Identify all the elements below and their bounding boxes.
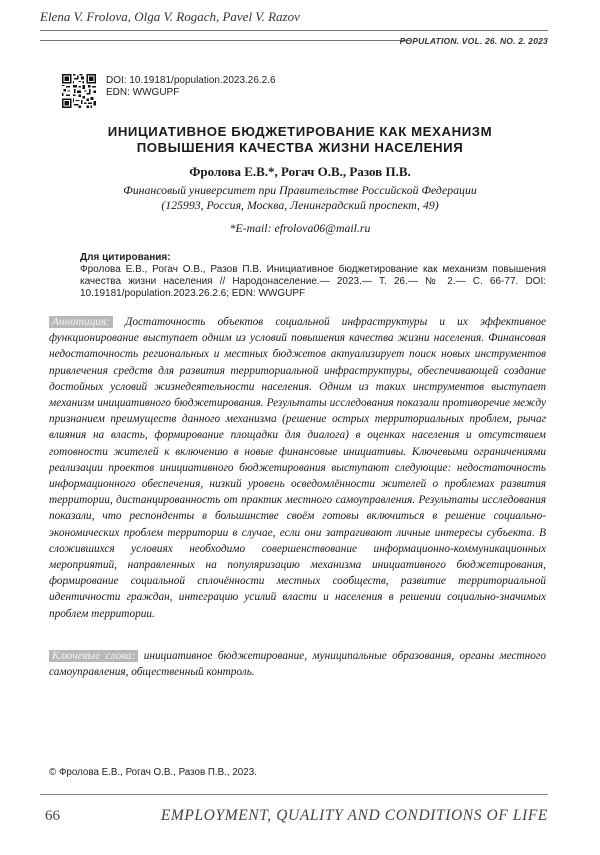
affiliation-line-1: Финансовый университет при Правительстве Российской Федерации bbox=[123, 183, 477, 197]
header-rule-short bbox=[40, 40, 410, 41]
header-rule bbox=[40, 30, 548, 31]
corresponding-email[interactable]: *E-mail: efrolova06@mail.ru bbox=[229, 221, 371, 235]
title-line-1: ИНИЦИАТИВНОЕ БЮДЖЕТИРОВАНИЕ КАК МЕХАНИЗМ bbox=[107, 124, 493, 139]
identifiers bbox=[106, 75, 276, 99]
article-title bbox=[40, 124, 560, 156]
keywords bbox=[49, 648, 546, 680]
citation-text: Фролова Е.В., Рогач О.В., Разов П.В. Инициативное бюджетирование как механизм повышения качества жизни населения // Народонаселение.— 2023.— Т. 26.— № 2.— С. 66-77. DOI: 10.19181/population.2023.26.2.6; EDN: WWGUPF bbox=[80, 264, 546, 299]
abstract bbox=[49, 314, 546, 622]
section-title: EMPLOYMENT, QUALITY AND CONDITIONS OF LIFE bbox=[160, 807, 548, 824]
title-line-2: ПОВЫШЕНИЯ КАЧЕСТВА ЖИЗНИ НАСЕЛЕНИЯ bbox=[136, 140, 464, 155]
doi[interactable]: DOI: 10.19181/population.2023.26.2.6 bbox=[106, 75, 276, 86]
abstract-text: Достаточность объектов социальной инфраструктуры и их эффективное функционирование выступает одним из условий повышения качества жизни населения. Финансовая недостаточность региональных и местных бюджетов актуализирует поиск новых инструментов привлечения средств для развития территориальной инфраструктуры, обеспечивающей создание достойных условий жизнедеятельности населения. Одним из таких инструментов выступает механизм инициативного бюджетирования. Результаты исследования показали противоречие между признанием преимуществ данного механизма (решение острых территориальных проблем, рычаг влияния на власть, формирование площадки для диалога) в оценках населения и отсутствием готовности жителей к включению в новые финансовые инициативы. Ключевыми ограничениями реализации проектов инициативного бюджетирования выступают следующие: недостаточность информационного обеспечения, низкий уровень осведомлённости жителей о проблемах развития территории, дистанцированность от практик местного самоуправления. Результаты исследования показали, что респонденты в большинстве своём готовы включиться в решение социально-экономических проблем территории в случае, если они затрагивают личные интересы субъекта. В сложившихся условиях необходимо совершенствование информационно-коммуникационных мероприятий, направленных на популяризацию механизма инициативного бюджетирования, формирование социальной сплочённости местных сообществ, развитие территориальной идентичности граждан, интеграцию усилий власти и населения в решении социально-значимых проблем территории. bbox=[49, 316, 546, 620]
edn: EDN: WWGUPF bbox=[106, 87, 180, 98]
affiliation bbox=[40, 183, 560, 213]
footer-rule bbox=[40, 794, 548, 795]
abstract-label: Аннотация: bbox=[49, 316, 113, 328]
article-authors: Фролова Е.В.*, Рогач О.В., Разов П.В. bbox=[189, 164, 411, 179]
page-number: 66 bbox=[45, 808, 60, 824]
copyright: © Фролова Е.В., Рогач О.В., Разов П.В., 2023. bbox=[49, 767, 257, 778]
running-header-authors: Elena V. Frolova, Olga V. Rogach, Pavel V. Razov bbox=[40, 9, 300, 24]
affiliation-line-2: (125993, Россия, Москва, Ленинградский проспект, 49) bbox=[161, 198, 439, 212]
citation-block bbox=[80, 252, 546, 300]
qr-code-icon bbox=[62, 74, 96, 108]
keywords-text: инициативное бюджетирование, муниципальные образования, органы местного самоуправления, общественный контроль. bbox=[49, 650, 546, 679]
running-header-journal: POPULATION. VOL. 26. NO. 2. 2023 bbox=[399, 36, 548, 46]
citation-label: Для цитирования: bbox=[80, 252, 171, 263]
keywords-label: Ключевые слова: bbox=[49, 650, 138, 662]
